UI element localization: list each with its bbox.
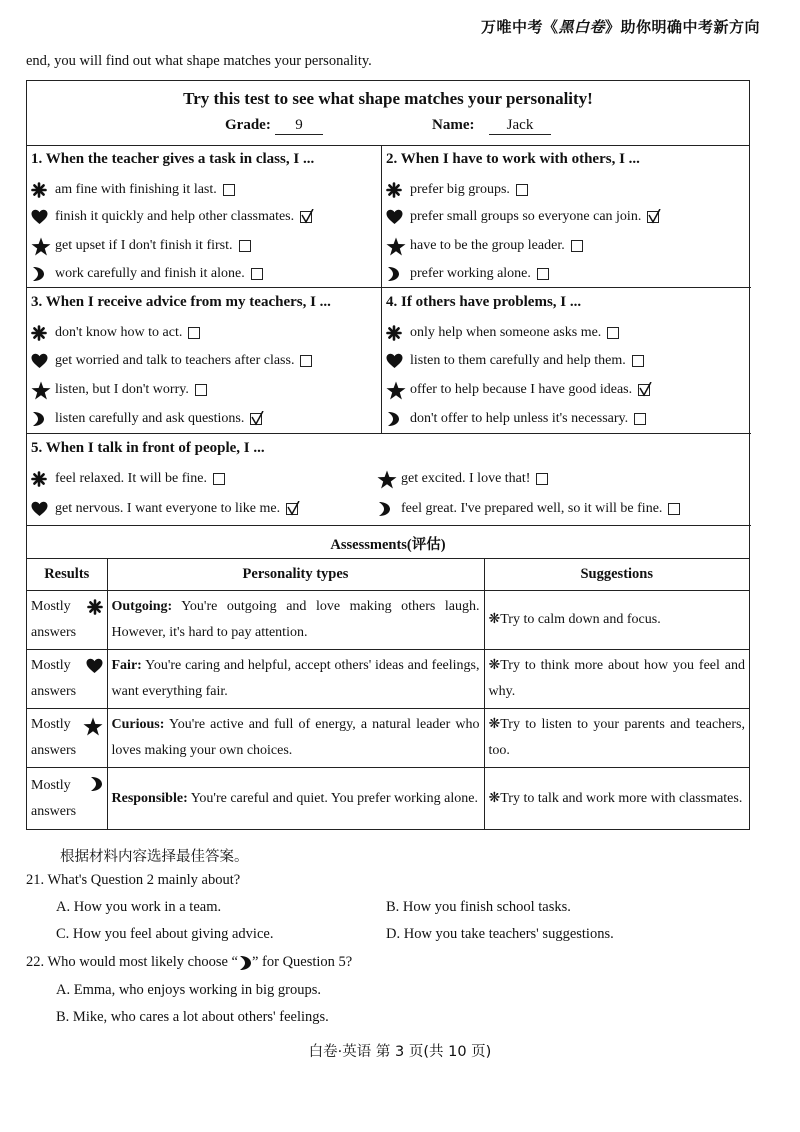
table-row	[27, 768, 749, 831]
question-1	[27, 145, 382, 288]
option-text: get nervous. I want everyone to like me.	[55, 501, 281, 516]
checkbox[interactable]	[251, 268, 263, 280]
result-cell	[27, 709, 107, 768]
option	[386, 352, 644, 370]
suggestion-cell	[484, 768, 749, 831]
heart-icon	[386, 208, 408, 226]
option-text: get worried and talk to teachers after class.	[55, 353, 295, 368]
assessments-table	[27, 558, 749, 830]
result-text-2: answers	[31, 684, 77, 699]
option	[31, 181, 235, 199]
star-icon	[31, 381, 53, 399]
personality-type-cell	[107, 591, 484, 650]
suggestion-text: ❋Try to listen to your parents and teachers, too.	[488, 717, 745, 758]
heart-icon	[386, 352, 408, 370]
asterisk-icon	[31, 470, 53, 488]
result-text-2: answers	[31, 625, 77, 640]
option-text: prefer working alone.	[410, 266, 531, 281]
checkbox[interactable]	[195, 384, 207, 396]
test-title: Try this test to see what shape matches your personality!	[183, 89, 593, 108]
option	[386, 324, 619, 342]
checkbox[interactable]	[250, 413, 262, 425]
personality-test-box	[26, 80, 750, 830]
checkbox[interactable]	[668, 503, 680, 515]
checkbox[interactable]	[286, 503, 298, 515]
option	[386, 265, 549, 283]
checkbox[interactable]	[537, 268, 549, 280]
option	[386, 410, 646, 428]
option-text: offer to help because I have good ideas.	[410, 382, 633, 397]
option-text: prefer small groups so everyone can join.	[410, 209, 642, 224]
asterisk-icon	[386, 324, 408, 342]
option-text: only help when someone asks me.	[410, 325, 602, 340]
personality-type-desc: You're careful and quiet. You prefer working alone.	[190, 791, 478, 806]
crescent-icon	[31, 265, 53, 283]
question-title: 4. If others have problems, I ...	[386, 294, 582, 310]
option-text: don't offer to help unless it's necessary.	[410, 411, 629, 426]
choice-22-a: A. Emma, who enjoys working in big groups.	[56, 982, 322, 998]
asterisk-icon	[31, 324, 53, 342]
asterisk-icon	[87, 599, 103, 625]
suggestion-text: ❋Try to talk and work more with classmates.	[488, 791, 743, 806]
question-title: 5. When I talk in front of people, I ...	[31, 440, 265, 456]
table-header-row	[27, 558, 749, 591]
option-text: don't know how to act.	[55, 325, 183, 340]
option-text: feel great. I've prepared well, so it will be fine.	[401, 501, 663, 516]
question-22-prefix: 22. Who would most likely choose “	[26, 954, 238, 970]
result-cell	[27, 768, 107, 831]
asterisk-icon	[31, 181, 53, 199]
personality-type-desc: You're active and full of energy, a natural leader who loves making your own choices.	[111, 717, 480, 758]
checkbox[interactable]	[300, 211, 312, 223]
option	[377, 470, 548, 488]
checkbox[interactable]	[536, 473, 548, 485]
option-text: get excited. I love that!	[401, 471, 531, 486]
personality-type-desc: You're outgoing and love making others laugh. However, it's hard to pay attention.	[111, 599, 480, 640]
grade-value: 9	[275, 117, 323, 135]
option	[31, 237, 251, 255]
personality-type-desc: You're caring and helpful, accept others' ideas and feelings, want everything fair.	[111, 658, 480, 699]
checkbox[interactable]	[647, 211, 659, 223]
option	[386, 208, 659, 226]
option	[31, 381, 207, 399]
column-header: Suggestions	[484, 558, 749, 591]
option	[31, 410, 262, 428]
result-text: Mostly	[31, 658, 71, 673]
asterisk-icon	[386, 181, 408, 199]
table-row	[27, 591, 749, 650]
checkbox[interactable]	[516, 184, 528, 196]
star-icon	[31, 237, 53, 255]
checkbox[interactable]	[300, 355, 312, 367]
personality-type-name: Fair:	[111, 658, 142, 673]
question-22-suffix: ” for Question 5?	[251, 954, 353, 970]
choice-22-b: B. Mike, who cares a lot about others' feelings.	[56, 1009, 329, 1025]
option	[31, 500, 298, 518]
question-title: 1. When the teacher gives a task in class, I ...	[31, 151, 315, 167]
star-icon	[83, 717, 103, 746]
option-text: listen, but I don't worry.	[55, 382, 189, 397]
checkbox[interactable]	[571, 240, 583, 252]
suggestion-text: ❋Try to calm down and focus.	[488, 612, 661, 627]
personality-type-cell	[107, 709, 484, 768]
star-icon	[386, 237, 408, 255]
result-text: Mostly	[31, 717, 71, 732]
option	[377, 500, 680, 518]
personality-type-cell	[107, 650, 484, 709]
checkbox[interactable]	[223, 184, 235, 196]
test-title-area	[27, 81, 749, 146]
intro-sentence: end, you will find out what shape matches your personality.	[26, 53, 372, 69]
star-icon	[386, 381, 408, 399]
crescent-icon	[31, 410, 53, 428]
heart-icon	[31, 352, 53, 370]
option-text: am fine with finishing it last.	[55, 182, 217, 197]
name-label: Name:	[432, 117, 475, 133]
instruction: 根据材料内容选择最佳答案。	[60, 849, 249, 865]
option	[386, 381, 650, 399]
checkbox[interactable]	[632, 355, 644, 367]
question-title: 2. When I have to work with others, I ...	[386, 151, 640, 167]
page-header-brand: 万唯中考《黑白卷》助你明确中考新方向	[480, 18, 760, 36]
option	[31, 208, 312, 226]
question-21: 21. What's Question 2 mainly about?	[26, 872, 241, 888]
checkbox[interactable]	[607, 327, 619, 339]
result-text-2: answers	[31, 743, 77, 758]
result-text: Mostly	[31, 778, 71, 793]
option-text: feel relaxed. It will be fine.	[55, 471, 207, 486]
option-text: prefer big groups.	[410, 182, 510, 197]
assessments-title: Assessments(评估)	[330, 537, 446, 553]
heart-icon	[86, 658, 103, 684]
option	[31, 352, 312, 370]
option-text: listen carefully and ask questions.	[55, 411, 245, 426]
checkbox[interactable]	[239, 240, 251, 252]
name-value: Jack	[489, 117, 551, 135]
option	[31, 265, 263, 283]
result-cell	[27, 591, 107, 650]
personality-type-name: Responsible:	[111, 791, 188, 806]
suggestion-cell	[484, 650, 749, 709]
result-text: Mostly	[31, 599, 71, 614]
grade-label: Grade:	[225, 117, 271, 133]
crescent-icon	[89, 776, 103, 802]
option-text: have to be the group leader.	[410, 238, 565, 253]
personality-type-name: Outgoing:	[111, 599, 173, 614]
option-text: get upset if I don't finish it first.	[55, 238, 233, 253]
personality-type-name: Curious:	[111, 717, 165, 732]
choice-21-a: A. How you work in a team.	[56, 899, 222, 915]
checkbox[interactable]	[188, 327, 200, 339]
personality-type-cell	[107, 768, 484, 831]
question-title: 3. When I receive advice from my teachers, I ...	[31, 294, 331, 310]
question-22	[26, 954, 352, 971]
heart-icon	[31, 208, 53, 226]
option	[386, 237, 583, 255]
option-text: work carefully and finish it alone.	[55, 266, 245, 281]
assessments-header	[27, 526, 749, 559]
table-row	[27, 650, 749, 709]
option	[386, 181, 528, 199]
choice-21-c: C. How you feel about giving advice.	[56, 926, 274, 942]
checkbox[interactable]	[634, 413, 646, 425]
question-2	[382, 145, 751, 288]
crescent-icon	[377, 500, 399, 518]
crescent-icon	[386, 410, 408, 428]
table-row	[27, 709, 749, 768]
crescent-icon	[386, 265, 408, 283]
option-text: finish it quickly and help other classmates.	[55, 209, 295, 224]
option	[31, 470, 225, 488]
result-text-2: answers	[31, 804, 77, 819]
option	[31, 324, 200, 342]
checkbox[interactable]	[213, 473, 225, 485]
choice-21-b: B. How you finish school tasks.	[386, 899, 571, 915]
crescent-icon	[238, 955, 252, 971]
suggestion-cell	[484, 709, 749, 768]
heart-icon	[31, 500, 53, 518]
page-footer: 白卷·英语 第 3 页(共 10 页)	[308, 1044, 492, 1060]
column-header: Results	[27, 558, 107, 591]
checkbox[interactable]	[638, 384, 650, 396]
question-5	[27, 434, 751, 526]
option-text: listen to them carefully and help them.	[410, 353, 626, 368]
question-4	[382, 288, 751, 434]
suggestion-text: ❋Try to think more about how you feel and why.	[488, 658, 745, 699]
star-icon	[377, 470, 399, 488]
column-header: Personality types	[107, 558, 484, 591]
result-cell	[27, 650, 107, 709]
choice-21-d: D. How you take teachers' suggestions.	[386, 926, 614, 942]
suggestion-cell	[484, 591, 749, 650]
question-3	[27, 288, 382, 434]
